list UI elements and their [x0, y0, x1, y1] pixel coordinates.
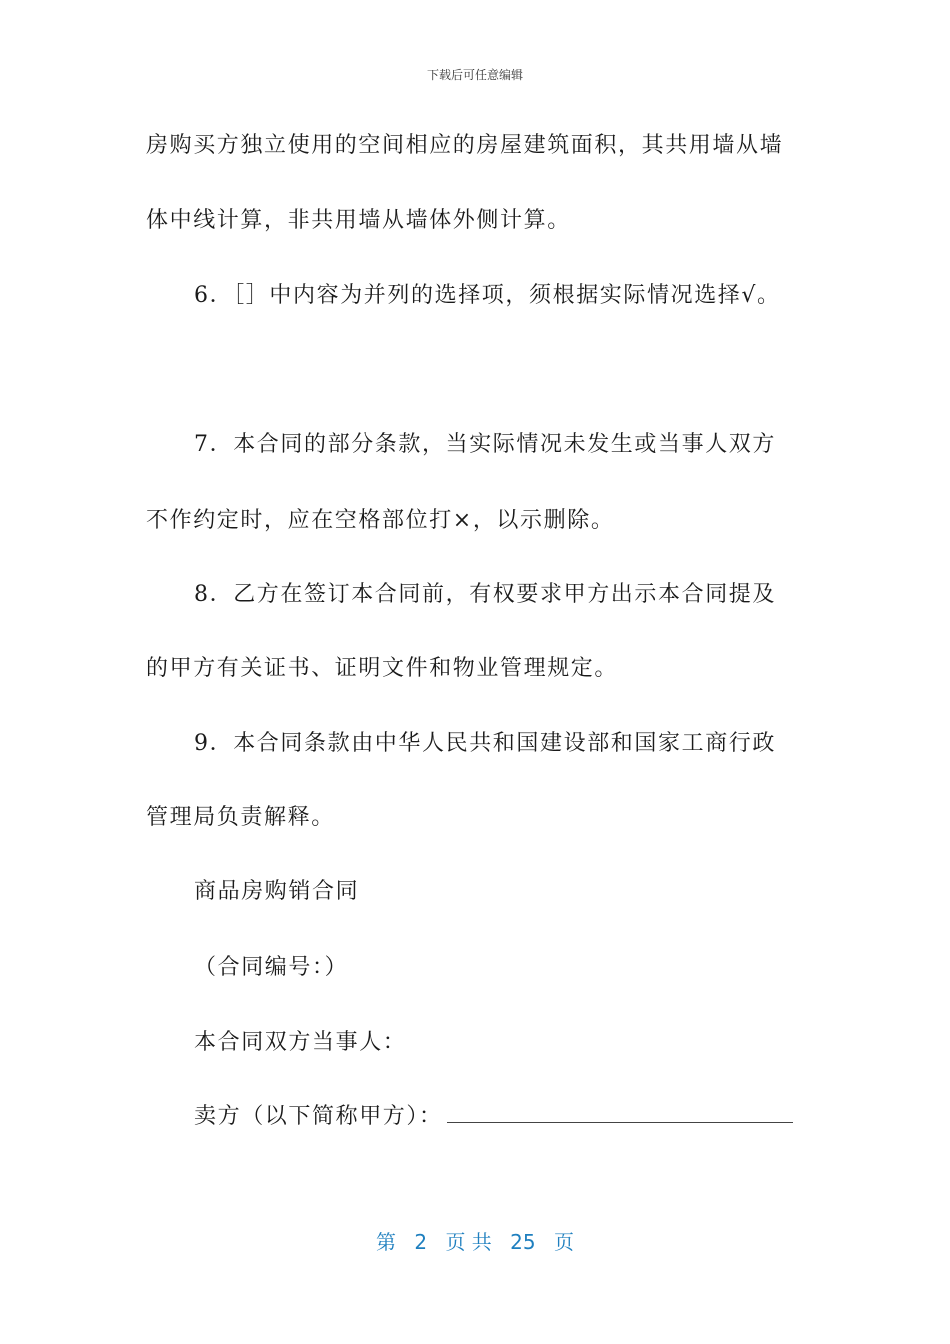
paragraph-line: 体中线计算，非共用墙从墙体外侧计算。 — [146, 208, 571, 233]
paragraph-line: 管理局负责解释。 — [146, 805, 335, 830]
seller-blank-field[interactable] — [447, 1102, 793, 1123]
seller-line — [194, 1102, 793, 1132]
paragraph-line: 8．乙方在签订本合同前，有权要求甲方出示本合同提及 — [194, 582, 776, 607]
page-footer — [0, 1226, 950, 1255]
footer-prefix: 第 — [376, 1230, 396, 1254]
paragraph-line: 9．本合同条款由中华人民共和国建设部和国家工商行政 — [194, 731, 776, 756]
contract-number: （合同编号：） — [194, 955, 349, 980]
paragraph-line: 7．本合同的部分条款，当实际情况未发生或当事人双方 — [194, 432, 776, 457]
paragraph-line: 6．［］中内容为并列的选择项，须根据实际情况选择√。 — [194, 283, 781, 308]
seller-label: 卖方（以下简称甲方）： — [194, 1104, 443, 1129]
page-header: 下载后可任意编辑 — [426, 68, 523, 82]
paragraph-line: 不作约定时，应在空格部位打×，以示删除。 — [146, 508, 615, 533]
footer-page-number: 2 — [414, 1230, 428, 1254]
contract-title: 商品房购销合同 — [194, 879, 360, 904]
parties-heading: 本合同双方当事人： — [194, 1030, 407, 1055]
footer-total-pages: 25 — [510, 1230, 536, 1254]
paragraph-line: 房购买方独立使用的空间相应的房屋建筑面积，其共用墙从墙 — [146, 133, 784, 158]
footer-middle: 页 共 — [445, 1230, 492, 1254]
paragraph-line: 的甲方有关证书、证明文件和物业管理规定。 — [146, 656, 619, 681]
footer-suffix: 页 — [553, 1230, 574, 1254]
